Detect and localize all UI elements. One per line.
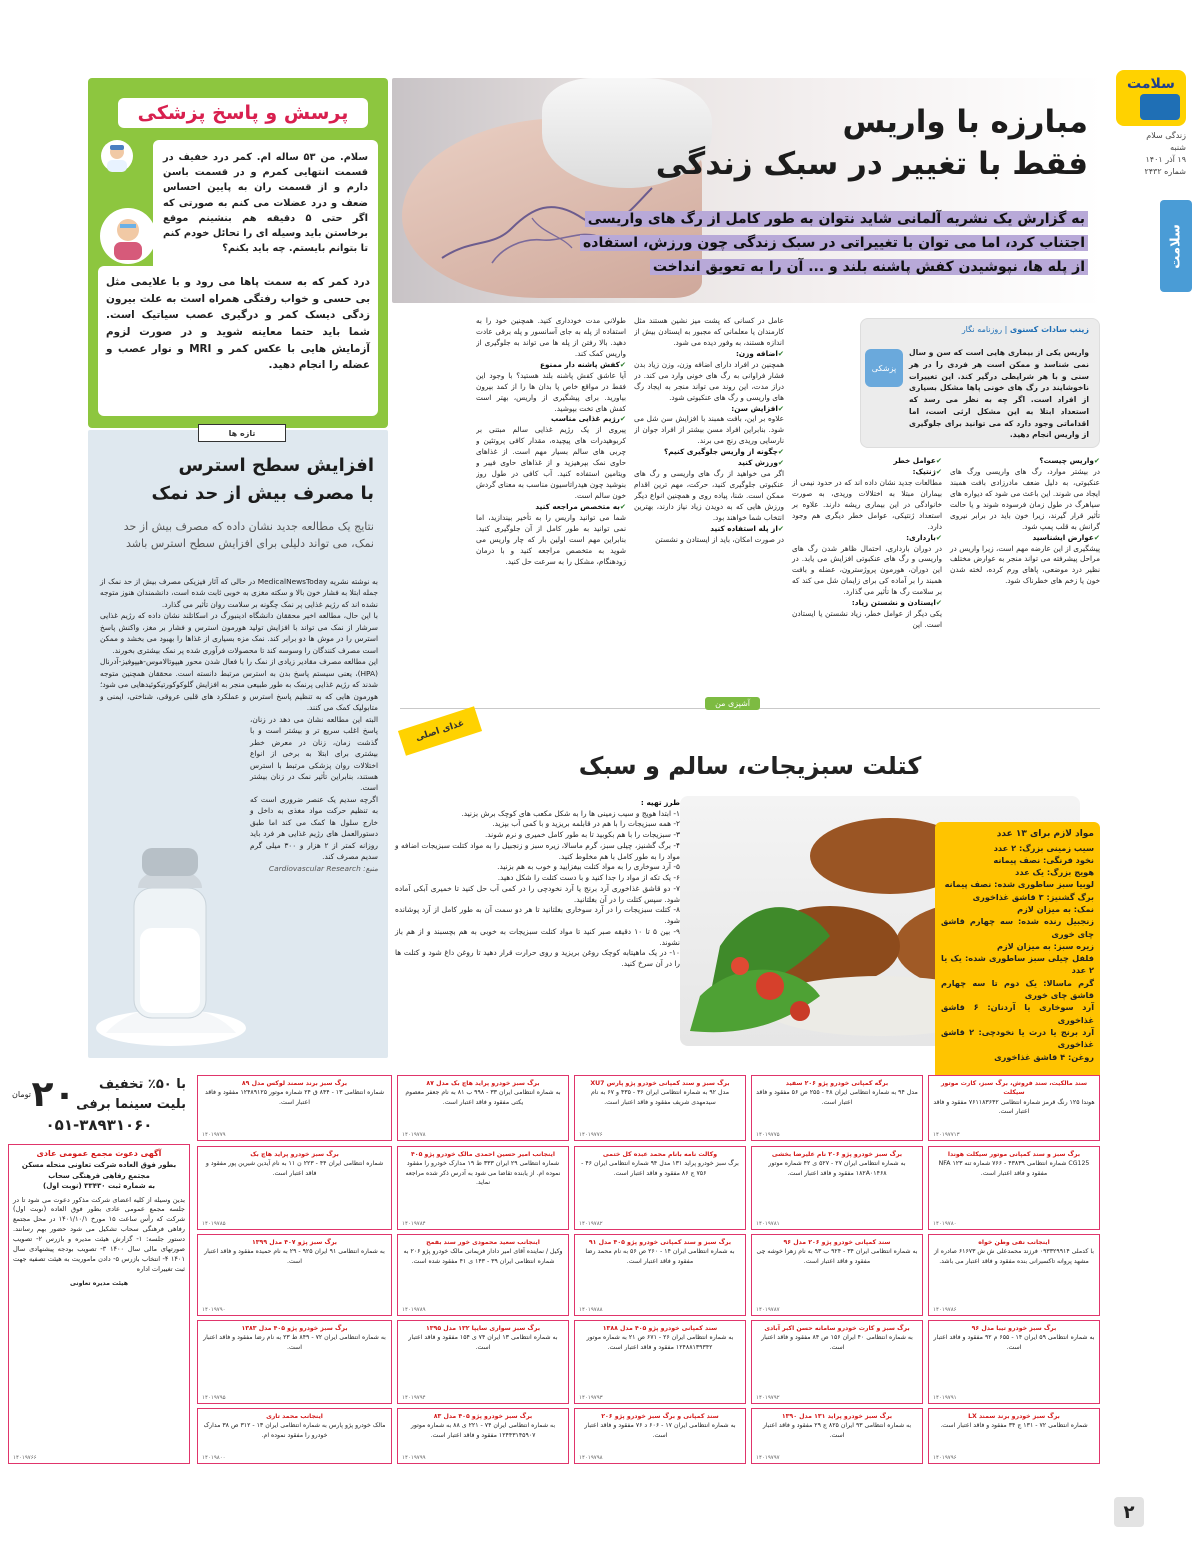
classified-ad bbox=[574, 1075, 746, 1141]
paragraph: شما می توانید واریس را به تأخیر بیندازید، اما نمی توانید به طور کامل از آن جلوگیری کنید. بنابراین مهم است اولین بار که چار واریس می شوید به متخصص مراجعه کنید و با درمان زودهنگام، مشکل را به سرعت حل کنید. bbox=[476, 512, 626, 566]
ad-code: ۱۴۰۱۹۷۸۸ bbox=[579, 1306, 603, 1313]
classified-ad bbox=[751, 1146, 923, 1230]
step: ۸- کتلت سبزیجات را در آرد سوخاری بغلتانید تا هر دو سمت آن به طور کامل از آرد پوشانده شود. bbox=[395, 905, 680, 926]
ad-heading: برگه کمپانی خودرو پژو ۲۰۶ سفید bbox=[785, 1080, 889, 1087]
salt-news-panel bbox=[88, 430, 388, 1058]
subheading: ✔ایستادن و نشستن زیاد: bbox=[851, 598, 942, 608]
ad-heading: اینجانب محمد تاری bbox=[266, 1413, 323, 1420]
ad-code: ۱۴۰۱۹۷۷۹ bbox=[202, 1131, 226, 1138]
ad-code: ۱۴۰۱۹۷۷۵ bbox=[756, 1131, 780, 1138]
cooking-tag: آشپزی من bbox=[705, 697, 760, 710]
cinema-ad: با ۵۰٪ تخفیف بلیت سینما برفی ۲۰ تومان ۰۵۱-۳۸۹۳۱۰۶۰ bbox=[8, 1072, 190, 1140]
ad-body: به شماره انتظامی ایران ۳۴ - ۹۲۴ ب ۹۳ به نام زهرا خوشه چی مفقود و فاقد اعتبار است. bbox=[756, 1248, 918, 1265]
ad-heading: برگ سبز خودرو تیبا مدل ۹۶ bbox=[971, 1325, 1057, 1332]
ad-body: هوندا ۱۲۵ رنگ قرمز شماره انتظامی ۷۶۱۱۸۳۶۴۲ مفقود و فاقد اعتبار است. bbox=[933, 1098, 1095, 1115]
ingredients-title: مواد لازم برای ۱۳ عدد bbox=[996, 829, 1094, 839]
ad-body: به شماره انتظامی ایران ۲۶ - ۶۷۱ ص ۲۱ به شماره موتور ۱۲۴۸۸۱۳۹۳۴۲ مفقود و فاقد اعتبار است. bbox=[586, 1334, 734, 1351]
paragraph: در دوران بارداری، احتمال ظاهر شدن رگ های واریسی و رگ های عنکبوتی افزایش می یابد. در این دوران، هورمون پروژسترون، عضله و بافت همبند را بر آماده کی برای زایمان شل می کند که بر سلامت رگ ها تأثیر می گذارد. bbox=[792, 543, 942, 597]
step: ۴- برگ گشنیز، چیلی سبز، گرم ماسالا، زیره سبز و زنجبیل را به مواد کتلت سبزیجات اضافه و مواد را به طور کامل با هم مخلوط کنید. bbox=[395, 840, 680, 861]
classified-ad bbox=[574, 1234, 746, 1316]
ad-heading: برگ سبز خودرو پراید هاچ بک bbox=[250, 1151, 339, 1158]
subheading: ✔واریس چیست؟ bbox=[1039, 456, 1100, 465]
salt-lead: نتایج یک مطالعه جدید نشان داده که مصرف بیش از حد نمک، می تواند دلیلی برای افزایش سطح استرس باشد bbox=[123, 520, 374, 551]
ad-heading: وکالت نامه بانام محمد عبده کل ختمی bbox=[602, 1151, 718, 1158]
article-headline: مبارزه با واریس فقط با تغییر در سبک زندگی bbox=[655, 104, 1088, 182]
subheading: ✔کفش پاشنه دار ممنوع bbox=[539, 359, 626, 369]
classified-ad bbox=[751, 1320, 923, 1404]
ad-code: ۱۴۰۱۹۷۹۹ bbox=[402, 1454, 426, 1461]
article-summary: واریس یکی از بیماری هایی است که سن و سال نمی شناسد و ممکن است هر فردی را در هر سنی و با هر شرایطی درگیر کند. این تغییرات ناخوشایند در رگ های خونی پاها مشکل بسیاری از افراد است. اگر چه به نظر می رسد که استعداد ابتلا به این مشکل ارثی است، اما اقداماتی وجود دارد که می توانید برای جلوگیری از واریس انجام دهید. bbox=[909, 348, 1089, 440]
subheading: ✔ژنتیک: bbox=[912, 466, 942, 476]
subheading: ✔اضافه وزن: bbox=[735, 348, 784, 358]
paragraph: همچنین در افراد دارای اضافه وزن، وزن زیاد بدن فشار فراوانی به رگ های خونی وارد می کند. در دراز مدت، این روند می تواند منجر به ایجاد رگ های واریسی و رگ های عنکبوتی شود. bbox=[634, 359, 784, 402]
ad-heading: برگ سبز خودرو پژو ۴۰۵ مدل ۱۳۸۳ bbox=[241, 1325, 348, 1332]
article-lead: به گزارش یک نشریه آلمانی شاید نتوان به طور کامل از رگ های واریسی اجتناب کرد، اما می توان با تغییراتی در سبک زندگی چون ورزش، استفاده از پله ها، نپوشیدن کفش پاشنه بلند و ... آن را به تعویق انداخت bbox=[568, 208, 1088, 279]
main-dish-ribbon: غذای اصلی bbox=[398, 706, 482, 755]
ad-heading: برگ سبز خودرو پژو ۴۰۵ مدل ۸۳ bbox=[433, 1413, 533, 1420]
ad-body: به شماره انتظامی ۱۳ ایران ۷۴ ی ۱۵۴ مفقود و فاقد اعتبار است. bbox=[408, 1334, 558, 1351]
issue-meta bbox=[1110, 130, 1192, 178]
paragraph: در صورت امکان، باید از ایستادن و نشستن bbox=[655, 534, 784, 544]
classified-ad bbox=[197, 1408, 392, 1464]
subheading: ✔افزایش سن: bbox=[731, 403, 784, 413]
ad-heading: برگ سبز و کارت خودرو سامانه حسن اکبر آبادی bbox=[764, 1325, 910, 1332]
step: ۹- بین ۵ تا ۱۰ دقیقه صبر کنید تا مواد کتلت سبزیجات به خوبی به هم بچسبند و از هم باز نشوند. bbox=[395, 926, 681, 947]
ad-body: شماره انتظامی ۲۹ ایران ۳۳۳ ط ۱۹ مدارک خودرو را مفقود نموده ام. از یابنده تقاضا می شود به آدرس ذکر شده مراجعه نماید. bbox=[405, 1160, 561, 1186]
ingredient-item: آرد سوخاری یا آردنان: ۶ قاشق غذاخوری bbox=[941, 1002, 1094, 1025]
ad-code: ۱۴۰۱۹۷۹۶ bbox=[933, 1454, 957, 1461]
classified-ad bbox=[751, 1408, 923, 1464]
ad-heading: سند کمپانی خودرو پژو ۴۰۵ مدل ۱۳۸۸ bbox=[602, 1325, 718, 1332]
classified-ad bbox=[574, 1320, 746, 1404]
ad-code: ۱۴۰۱۹۷۸۹ bbox=[402, 1306, 426, 1313]
ad-code: ۱۴۰۱۹۷۸۱ bbox=[756, 1220, 780, 1227]
classified-ad bbox=[197, 1320, 392, 1404]
ad-heading: برگ سبز پژو ۴۰۷ مدل ۱۳۹۹ bbox=[252, 1239, 337, 1246]
ad-code: ۱۴۰۱۹۷۹۰ bbox=[202, 1306, 226, 1313]
ad-heading: برگ سبز و سند کمپانی موتور سیکلت هوندا bbox=[947, 1151, 1081, 1158]
ingredient-item: زیره سبز: به میزان لازم bbox=[996, 940, 1094, 951]
ad-code: ۱۴۰۱۹۷۹۷ bbox=[756, 1454, 780, 1461]
author-box bbox=[860, 318, 1100, 448]
subheading: ✔چگونه از واریس جلوگیری کنیم؟ bbox=[664, 447, 784, 457]
classified-ad bbox=[928, 1408, 1100, 1464]
classified-ad bbox=[928, 1146, 1100, 1230]
ad-body: CG125 شماره انتظامی ۴۳۸۳۹ - ۷۶۶ شماره تنه NFA ۱۲۳ مفقود و فاقد اعتبار است. bbox=[938, 1160, 1090, 1177]
medical-badge: پزشکی bbox=[865, 349, 903, 387]
newspaper-logo: سلامت bbox=[1116, 70, 1186, 126]
page-number: ۲ bbox=[1114, 1497, 1144, 1527]
doctor-avatar-icon bbox=[101, 140, 133, 172]
classified-ad bbox=[397, 1234, 569, 1316]
assembly-notice: آگهی دعوت مجمع عمومی عادی بطور فوق العاده شرکت تعاونی منحله مسکن مجتمع رفاهی فرهنگی سحاب به شماره ثبت ۳۳۴۳۰ (نوبت اول) بدین وسیله از کلیه اعضای شرکت مذکور دعوت می شود تا در جلسه مجمع عمومی عادی بطور فوق العاده (نوبت اول) شرکت که رأس ساعت ۱۵ مورخ ۱۴۰۱/۱۰/۱ در محل مجتمع رفاهی فرهنگی سحاب تشکیل می شود حضور بهم رسانند. دستور جلسه: ۱- گزارش هیئت مدیره و بازرس ۲- تصویب صورتهای مالی سال ۱۴۰۰ ۳- تصویب بودجه پیشنهادی سال ۱۴۰۱ ۴- انتخاب بازرس ۵- دادن ماموریت به هیئت تصفیه جهت ثبت تغییرات اداره هیئت مدیره تعاونی ۱۴۰۱۹۷۶۶ bbox=[8, 1144, 190, 1464]
ad-code: ۱۴۰۱۹۸۰۰ bbox=[202, 1454, 226, 1461]
paragraph: طولانی مدت خودداری کنید. همچنین خود را به استفاده از پله به جای آسانسور و پله برقی عادت دهید. بالا رفتن از پله ها می تواند به جلوگیری از واریس کمک کند. bbox=[476, 316, 626, 358]
ad-code: ۱۴۰۱۹۷۷۶ bbox=[579, 1131, 603, 1138]
step: ۶- یک تکه از مواد را جدا کنید و با دست کتلت را شکل دهید. bbox=[497, 873, 680, 883]
paragraph: آیا عاشق کفش پاشنه بلند هستید؟ با وجود این فقط در مواقع خاص پا بدان ها را از کمد بیرون بیاورید. برای پیشگیری از واریس، بهتر است کفش های تخت بپوشید. bbox=[476, 370, 626, 413]
salt-headline: افزایش سطح استرس با مصرف بیش از حد نمک bbox=[151, 455, 374, 504]
subheading: ✔به متخصص مراجعه کنید bbox=[535, 501, 626, 511]
recipe-title: کتلت سبزیجات، سالم و سبک bbox=[578, 752, 922, 780]
subheading: ✔عوارض ایشناسید bbox=[1032, 532, 1100, 542]
hero-banner bbox=[392, 78, 1102, 303]
classified-ad bbox=[197, 1234, 392, 1316]
classified-ad bbox=[928, 1320, 1100, 1404]
step: ۵- آرد سوخاری را به مواد کتلت بیفزایید و خوب به هم بزنید. bbox=[497, 862, 680, 872]
paragraph: این مطالعه مصرف مقادیر زیادی از نمک را با فعال شدن محور هیپوتالاموس-هیپوفیز-آدرنال (HPA)، یعنی سیستم پاسخ بدن به استرس مرتبط دانسته است. محققان همچنین متوجه شدند که رژیم غذایی پرنمک به طور طبیعی منجر به افزایش گلوکوکورتیکوئیدهایی می شود؛ هورمون هایی که به تنظیم پاسخ استرس و عملکرد های قلبی عروقی، شناختی، ایمنی و متابولیک کمک می کنند. bbox=[100, 657, 378, 713]
ad-code: ۱۴۰۱۹۷۸۶ bbox=[933, 1306, 957, 1313]
step: ۱۰- در یک ماهیتابه کوچک روغن بریزید و روی حرارت قرار دهید تا روغن داغ شود و کتلت ها را در آن سرخ کنید. bbox=[395, 948, 680, 969]
classified-ad bbox=[397, 1146, 569, 1230]
ad-heading: اینجانب نفی وطن خواه bbox=[978, 1239, 1050, 1246]
ad-code: ۱۴۰۱۹۷۸۷ bbox=[756, 1306, 780, 1313]
article-column-2 bbox=[792, 456, 942, 631]
ad-code: ۱۴۰۱۹۷۷۸ bbox=[402, 1131, 426, 1138]
ad-body: به شماره انتظامی ۵۹ ایران ۱۴ - ۶۵۵ م ۹۲ مفقود و فاقد اعتبار است. bbox=[933, 1334, 1095, 1351]
ad-heading: برگ سبز و سند کمپانی خودرو پژو ۴۰۵ مدل ۹۱ bbox=[588, 1239, 732, 1246]
ad-body: مدل ۹۴ به شماره انتظامی ایران ۴۸ - ۲۵۵ ص ۵۶ مفقود و فاقد اعتبار است. bbox=[756, 1089, 918, 1106]
ad-body: به شماره انتظامی ۹۳ ایران ۸۲۵ ج ۲۹ مفقود و فاقد اعتبار است. bbox=[762, 1422, 912, 1439]
paragraph: اگرچه سدیم یک عنصر ضروری است که به تنظیم حرکت مواد مغذی به داخل و خارج سلول ها کمک می کند اما طبق دستورالعمل های رژیم غذایی هر فرد باید روزانه کمتر از ۲ هزار و ۳۰۰ میلی گرم سدیم مصرف کند. bbox=[250, 794, 378, 862]
ingredient-item: فلفل چیلی سبز ساطوری شده: یک یا ۲ عدد bbox=[941, 953, 1094, 976]
classified-ad bbox=[397, 1408, 569, 1464]
ad-code: ۱۴۰۱۹۷۹۴ bbox=[402, 1394, 426, 1401]
ad-code: ۱۴۰۱۹۷۹۵ bbox=[202, 1394, 226, 1401]
ad-code: ۱۴۰۱۹۷۸۲ bbox=[579, 1220, 603, 1227]
steps-title: طرز تهیه : bbox=[640, 798, 680, 807]
section-tab: سلامت bbox=[1160, 200, 1192, 292]
step: ۳- سبزیجات را با هم بکوبید تا به طور کامل خمیری و نرم شوند. bbox=[484, 830, 680, 840]
meta-line: ۱۹ آذر ۱۴۰۱ bbox=[1145, 155, 1186, 164]
ad-heading: سند کمپانی و برگ سبز خودرو پژو ۲۰۶ bbox=[601, 1413, 719, 1420]
paragraph: البته این مطالعه نشان می دهد در زنان، پاسخ اغلب سریع تر و بیشتر است و با گذشت زمان، زنان در معرض خطر بیشتری برای ابتلا به برخی از انواع اختلالات روان پزشکی مرتبط با استرس هستند، بنابراین تأثیر نمک در زنان بیشتر است. bbox=[250, 714, 378, 793]
patient-avatar-icon bbox=[100, 208, 156, 264]
salt-shaker-illustration bbox=[96, 808, 246, 1046]
ingredient-item: نمک: به میزان لازم bbox=[1017, 903, 1094, 914]
ad-body: شماره انتظامی ۷۲ - ۱۳۱ ج ۳۴ مفقود و فاقد اعتبار است. bbox=[940, 1422, 1088, 1430]
article-column-1 bbox=[950, 456, 1100, 587]
paragraph: پیشگیری از این عارضه مهم است، زیرا واریس در مراحل پیشرفته می تواند منجر به عوارض مختلف نظیر درد موضعی، پاهای ورم کرده، لخته شدن خون یا زخم های خطرناک شود. bbox=[950, 543, 1100, 586]
step: ۷- دو قاشق غذاخوری آرد برنج یا آرد نخودچی را در کمی آب حل کنید تا خمیری آبکی آماده شود. سپس کتلت را در آن بغلتانید. bbox=[395, 883, 680, 904]
ad-body: با کدملی ۰۹۳۳۲۹۹۱۴ فرزند محمدعلی ش ش ۶۱۶۷۳ صادره از مشهد پروانه تاکسیرانی بنده مفقود و فاقد اعتبار می باشد. bbox=[934, 1248, 1094, 1265]
ingredient-item: آرد برنج یا درت یا نخودچی: ۲ قاشق غذاخوری bbox=[941, 1026, 1094, 1050]
cinema-price: ۲۰ bbox=[31, 1073, 76, 1115]
classified-ad bbox=[928, 1075, 1100, 1141]
subheading: ✔رژیم غذایی مناسب bbox=[550, 414, 626, 424]
classified-ad bbox=[397, 1320, 569, 1404]
article-column-3 bbox=[634, 316, 784, 671]
qa-answer: درد کمر که به سمت پاها می رود و با علایمی مثل بی حسی و خواب رفتگی همراه است به علت بیرون زدگی دیسک کمر و درگیری عصب سیاتیک است. شما باید حتما معاینه شوید و در صورت لزوم آزمایش هایی با عکس کمر و MRI و نوار عصب و عضله را انجام دهید. bbox=[98, 266, 378, 416]
ad-code: ۱۴۰۱۹۷۹۳ bbox=[579, 1394, 603, 1401]
subheading: ✔بارداری: bbox=[906, 532, 942, 542]
subheading: ✔عوامل خطر bbox=[893, 456, 942, 465]
paragraph: علاوه بر این، بافت همبند با افزایش سن شل می شود. بنابراین افراد مسن بیشتر از افراد جوان از نارسایی وریدی رنج می برند. bbox=[634, 414, 784, 446]
ad-body: برگ سبز خودرو پراید ۱۳۱ مدل ۹۴ شماره انتظامی ایران ۴۶ - ۷۵۶ ج ۸۶ مفقود و فاقد اعتبار است. bbox=[581, 1160, 739, 1177]
ad-body: به شماره انتظامی ایران ۱۴ - ۲۶۰ ص ۵۶ به نام محمد رضا مفقود و فاقد اعتبار است. bbox=[585, 1248, 735, 1265]
author-byline: زینب سادات کسنوی | روزنامه نگار bbox=[961, 325, 1089, 334]
ad-code: ۱۴۰۱۹۷۷۱۳ bbox=[933, 1131, 960, 1138]
qa-question: سلام. من ۵۳ ساله ام. کمر درد خفیف در قسمت انتهایی کمرم و در قسمت باسن دارم و از قسمت ران به پایین احساس ضعف و درد عضلات می کنم به صورتی که اگر حتی ۵ دقیقه هم بنشینم موقع برخاستن باید وسیله ای را تحائل خودم کنم تا بتوانم بایستم. چه باید بکنم؟ bbox=[153, 140, 378, 330]
meta-line: شنبه bbox=[1170, 143, 1186, 152]
paragraph: به نوشته نشریه MedicalNewsToday در حالی که آثار فیزیکی مصرف بیش از حد نمک از جمله ابتلا به فشار خون بالا و سکته مغزی به خوبی ثابت شده است، دانشمندان هنوز متوجه نشده اند که رژیم غذایی پر نمک چگونه بر سلامت روان تأثیر می گذارد. bbox=[100, 577, 378, 609]
paragraph: یکی دیگر از عوامل خطر، زیاد نشستن یا ایستادن است. این bbox=[792, 609, 942, 630]
classified-ad bbox=[197, 1075, 392, 1141]
ad-heading: برگ سبز و سند کمپانی خودرو پژو پارس XU7 bbox=[590, 1080, 730, 1087]
ad-body: به شماره انتظامی ایران ۷۲ - ۸۴۹ ط ۲۳ به نام رضا مفقود و فاقد اعتبار است. bbox=[203, 1334, 386, 1351]
qa-title: پرسش و پاسخ پزشکی bbox=[118, 98, 368, 128]
recipe-steps bbox=[395, 798, 680, 970]
classified-ad bbox=[751, 1075, 923, 1141]
ad-heading: برگ سبز خودرو پژو ۲۰۶ نام علیرضا بخشی bbox=[771, 1151, 903, 1158]
ad-body: شماره انتظامی ایران ۴۴ - ۲۲۳ ن ۱۱ به نام آیدین شیرین پور مفقود و فاقد اعتبار است. bbox=[205, 1160, 384, 1177]
ad-body: به شماره انتظامی ایران ۳۳ - ۹۹۸ ب ۸۱ به نام جعفر معصوم یکتی مفقود و فاقد اعتبار است. bbox=[405, 1089, 561, 1106]
ad-heading: برگ سبز خودرو پراید هاچ بک مدل ۸۷ bbox=[426, 1080, 540, 1087]
ad-heading: برگ سبز خودرو برند سمند LX bbox=[968, 1413, 1060, 1420]
news-tag: تازه ها bbox=[198, 424, 286, 442]
ad-body: وکیل / نماینده آقای امیر دادار فریمانی مالک خودرو پژو ۲۰۶ به شماره انتظامی ایران ۳۹ - ۱۴۳ ی ۴۱ مفقود شده است. bbox=[403, 1248, 563, 1265]
ad-code: ۱۴۰۱۹۷۸۵ bbox=[202, 1220, 226, 1227]
ad-code: ۱۴۰۱۹۷۹۲ bbox=[756, 1394, 780, 1401]
ad-body: به شماره انتظامی ایران ۷۴ - ۲۲۱ ی ۸۸ به شماره موتور ۱۲۴۴۳۱۴۵۹۰۷ مفقود و فاقد اعتبار است. bbox=[410, 1422, 556, 1439]
ad-body: به شماره انتظامی ایران ۲۷ - ۵۲۷ ی ۴۲ شماره موتور ۱۸۲A۰۱۴۶۸ مفقود و فاقد اعتبار است. bbox=[768, 1160, 906, 1177]
ingredient-item: هویج بزرگ: یک عدد bbox=[1015, 867, 1094, 878]
ingredients-box bbox=[935, 822, 1100, 1098]
ad-heading: سند مالکیت، سند فروش، برگ سبز، کارت موتور سیکلت bbox=[940, 1080, 1088, 1097]
meta-line: زندگی سلام bbox=[1146, 131, 1186, 140]
article-column-4 bbox=[476, 316, 626, 671]
ingredient-item: روغن: ۴ قاشق غذاخوری bbox=[994, 1051, 1094, 1062]
paragraph: با این حال، مطالعه اخیر محققان دانشگاه ادینبورگ در اسکاتلند نشان داده که رژیم غذایی سرشار از نمک می تواند با افزایش تولید هورمون استرس و فشار بر مغز، واکنش پاسخ استرس را در موش ها دو برابر کند. نمک مزه بسیاری از غذاها را بهبود می بخشد و ممکن است مصرف کنندگان را وسوسه کند تا محصولات فرآوری شده پر نمک بیشتری بخورند. bbox=[100, 611, 378, 655]
ad-body: مالک خودرو پژو پارس به شماره انتظامی ایران ۱۳ - ۳۱۲ ص ۳۸ مدارک خودرو را مفقود نموده ام. bbox=[203, 1422, 386, 1439]
step: ۱- ابتدا هویج و سیب زمینی ها را به شکل مکعب های کوچک برش بزنید. bbox=[461, 808, 680, 818]
ad-code: ۱۴۰۱۹۷۸۰ bbox=[933, 1220, 957, 1227]
ad-heading: اینجانب امیر حسین احمدی مالک خودرو پژو ۴۰۵ bbox=[411, 1151, 555, 1158]
subheading: ✔از پله استفاده کنید bbox=[710, 523, 784, 533]
paragraph: عامل در کسانی که پشت میز نشین هستند مثل کارمندان یا معلمانی که مجبور به ایستادن بیش از اندازه هستند، به وفور دیده می شود. bbox=[634, 316, 784, 347]
ad-code: ۱۴۰۱۹۷۹۸ bbox=[579, 1454, 603, 1461]
meta-line: شماره ۲۴۳۲ bbox=[1144, 167, 1186, 176]
paragraph: اگر می خواهید از رگ های واریسی و رگ های عنکبوتی جلوگیری کنید، حرکت، مهم ترین اقدام ممکن است. شنا، پیاده روی و همچنین انواع دیگر ورزش هایی که به دویدن زیاد نیاز دارند، بهترین انتخاب شما خواهند بود. bbox=[634, 469, 784, 522]
masthead bbox=[1110, 70, 1192, 180]
ad-heading: برگ سبز سواری سایپا ۱۳۲ مدل ۱۳۹۵ bbox=[425, 1325, 541, 1332]
classified-ad bbox=[751, 1234, 923, 1316]
classified-ad bbox=[928, 1234, 1100, 1316]
paragraph: مطالعات جدید نشان داده اند که در حدود نیمی از بیماران مبتلا به اختلالات وریدی، به صورت خانوادگی در این بیماری ریشه دارند. علاوه بر استعداد ژنتیکی، عوامل خطر دیگری هم وجود دارد. bbox=[792, 477, 942, 531]
ad-heading: سند کمپانی خودرو پژو ۲۰۶ مدل ۹۶ bbox=[783, 1239, 891, 1246]
source-credit: منبع: Cardiovascular Research bbox=[268, 863, 378, 873]
ad-code: ۱۴۰۱۹۷۹۱ bbox=[933, 1394, 957, 1401]
ad-heading: برگ سبز برند سمند لوکس مدل ۸۹ bbox=[241, 1080, 348, 1087]
ad-body: به شماره انتظامی ۴۰ ایران ۱۵۶ ص ۸۴ مفقود و فاقد اعتبار است. bbox=[761, 1334, 913, 1351]
ingredient-item: لوبیا سبز ساطوری شده: نصف پیمانه bbox=[944, 879, 1094, 890]
ingredient-item: زنجبیل رنده شده: سه چهارم قاشق چای خوری bbox=[941, 916, 1094, 939]
ingredient-item: نخود فرنگی: نصف پیمانه bbox=[993, 854, 1094, 865]
classified-ad bbox=[574, 1146, 746, 1230]
cinema-phone: ۰۵۱-۳۸۹۳۱۰۶۰ bbox=[45, 1116, 153, 1134]
ad-heading: برگ سبز خودرو پراید ۱۳۱ مدل ۱۳۹۰ bbox=[781, 1413, 893, 1420]
ad-heading: اینجانب سعید محمودی خور سند بفمح bbox=[426, 1239, 540, 1246]
ad-body: به شماره انتظامی ۹۱ ایران ۹۲۵ - ۲۹ به نام حمیده مفقود و فاقد اعتبار است. bbox=[204, 1248, 385, 1265]
step: ۲- همه سبزیجات را با هم در قابلمه بریزید و با کمی آب بپزید. bbox=[492, 819, 680, 829]
subheading: ✔ورزش کنید bbox=[737, 458, 784, 468]
classified-ad bbox=[197, 1146, 392, 1230]
ingredient-item: برگ گشنیز: ۳ قاشق غذاخوری bbox=[972, 891, 1094, 902]
ad-body: مدل ۹۲ به شماره انتظامی ایران ۳۶ - ۴۳۵ و ۶۷ به نام سیدمهدی شریف مفقود و فاقد اعتبار است. bbox=[590, 1089, 730, 1106]
medical-qa-panel bbox=[88, 78, 388, 428]
paragraph: پیروی از یک رژیم غذایی سالم مبتنی بر کربوهیدرات های پیچیده، مقدار کافی پروتئین و چربی های سالم بسیار مهم است. از غذاهای حاوی نمک بپرهیزید و از غذاهای حاوی فیبر و ویتامین استفاده کنید. آب کافی در طول روز بنوشید چون هیدراتاسیون مناسب به معنای گردش خون سالم است. bbox=[476, 425, 626, 500]
classified-ad bbox=[574, 1408, 746, 1464]
ingredient-item: گرم ماسالا: یک دوم تا سه چهارم قاشق چای خوری bbox=[941, 977, 1094, 1001]
ad-body: به شماره انتظامی ایران ۱۷ - ۶۰۶ د ۷۶ مفقود و فاقد اعتبار است. bbox=[584, 1422, 736, 1439]
classified-ad bbox=[397, 1075, 569, 1141]
ad-body: شماره انتظامی ۱۳ - ۸۴۴ ق ۲۴ شماره موتور ۱۲۴۸۹۱۲۵ مفقود و فاقد اعتبار است. bbox=[204, 1089, 385, 1106]
paragraph: در بیشتر موارد، رگ های واریسی ورگ های عنکبوتی، به دلیل ضعف مادرزادی بافت همبند ایجاد می شوند. این باعث می شود که دیواره های سیاهرگ در طول زمان فرسوده شوند و یا حالت تأثیر قرار گیرند، زیرا خون باید در برابر نیروی گرانش به قلب پمپ شود. bbox=[950, 466, 1100, 531]
ingredient-item: سیب زمینی بزرگ: ۲ عدد bbox=[993, 842, 1094, 853]
ad-code: ۱۴۰۱۹۷۸۴ bbox=[402, 1220, 426, 1227]
